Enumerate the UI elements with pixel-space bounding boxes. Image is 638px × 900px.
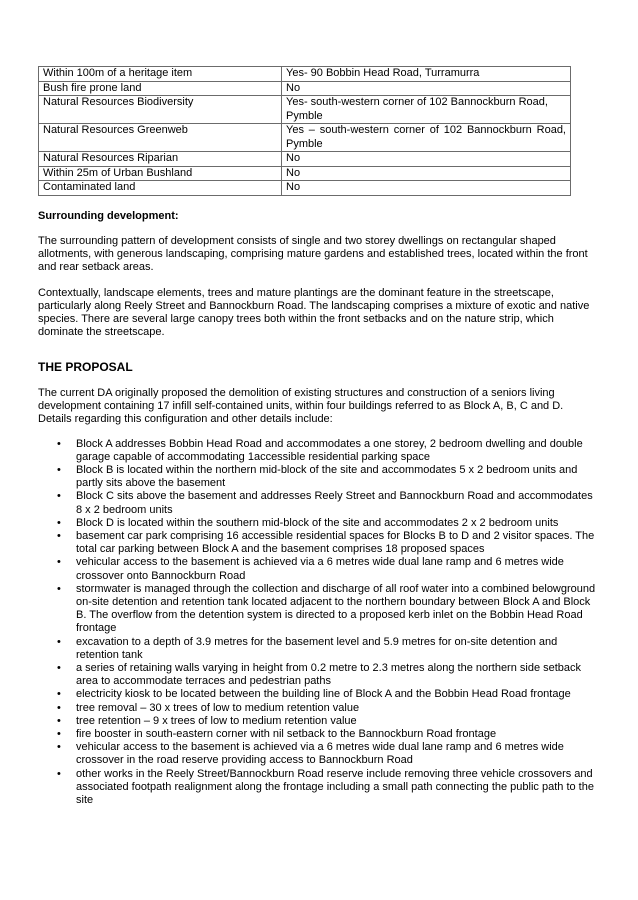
bullet-icon: •	[57, 437, 61, 450]
table-row	[39, 67, 571, 82]
list-item	[38, 530, 596, 556]
list-item	[38, 490, 596, 516]
bullet-icon: •	[57, 767, 61, 780]
table-cell-label: Natural Resources Greenweb	[39, 124, 282, 152]
list-item	[38, 438, 596, 464]
table-cell-value: No	[282, 181, 571, 196]
table-cell-value: No	[282, 81, 571, 96]
bullet-icon: •	[57, 714, 61, 727]
table-row	[39, 81, 571, 96]
list-item-text: other works in the Reely Street/Bannockburn Road reserve include removing three vehicle crossovers and associated footpath realignment along the frontage including a small path connecting the public path to the site	[76, 767, 594, 806]
list-item	[38, 741, 596, 767]
list-item-text: basement car park comprising 16 accessible residential spaces for Blocks B to D and 2 visitor spaces. The total car parking between Block A and the basement comprises 18 proposed spaces	[76, 529, 595, 556]
list-item-text: vehicular access to the basement is achieved via a 6 metres wide dual lane ramp and 6 metres wide crossover in the road reserve providing access to Bannockburn Road	[76, 741, 564, 767]
list-item	[38, 728, 596, 741]
surrounding-paragraph-2: Contextually, landscape elements, trees and mature plantings are the dominant feature in the streetscape, particularly along Reely Street and Bannockburn Road. The landscaping comprises a mixture of exotic and native species. There are several large canopy trees both within the front setbacks and on the nature strip, which dominate the streetscape.	[38, 286, 590, 338]
list-item-text: tree retention – 9 x trees of low to medium retention value	[76, 714, 357, 727]
bullet-icon: •	[57, 661, 61, 674]
table-cell-value: No	[282, 152, 571, 167]
bullet-icon: •	[57, 741, 61, 754]
list-item	[38, 768, 596, 808]
table-cell-label: Within 25m of Urban Bushland	[39, 166, 282, 181]
table-row	[39, 166, 571, 181]
table-cell-label: Contaminated land	[39, 181, 282, 196]
table-cell-label: Natural Resources Riparian	[39, 152, 282, 167]
list-item-text: Block B is located within the northern mid-block of the site and accommodates 5 x 2 bedroom units and partly sits above the basement	[76, 463, 578, 490]
list-item	[38, 464, 596, 490]
list-item-text: electricity kiosk to be located between the building line of Block A and the Bobbin Head Road frontage	[76, 688, 571, 701]
table-cell-value: Yes- 90 Bobbin Head Road, Turramurra	[282, 67, 571, 82]
table-row	[39, 152, 571, 167]
bullet-icon: •	[57, 635, 61, 648]
table-cell-label: Within 100m of a heritage item	[39, 67, 282, 82]
list-item-text: a series of retaining walls varying in height from 0.2 metre to 2.3 metres along the northern side setback area to accommodate terraces and pedestrian paths	[76, 661, 582, 688]
list-item-text: tree removal – 30 x trees of low to medium retention value	[76, 701, 360, 714]
list-item	[38, 517, 596, 530]
bullet-icon: •	[57, 516, 61, 529]
list-item	[38, 662, 596, 688]
list-item-text: Block A addresses Bobbin Head Road and accommodates a one storey, 2 bedroom dwelling and double garage capable of accommodating 1accessible residential parking space	[76, 437, 583, 463]
bullet-icon: •	[57, 463, 61, 476]
bullet-icon: •	[57, 582, 61, 595]
bullet-icon: •	[57, 701, 61, 714]
table-cell-value: No	[282, 166, 571, 181]
list-item	[38, 583, 596, 636]
document-page	[38, 66, 596, 807]
list-item-text: fire booster in south-eastern corner with nil setback to the Bannockburn Road frontage	[76, 727, 497, 740]
proposal-intro: The current DA originally proposed the demolition of existing structures and construction of a seniors living development containing 17 infill self-contained units, within four buildings referred to as Block A, B, C and D. Details regarding this configuration and other details include:	[38, 386, 564, 425]
list-item	[38, 702, 596, 715]
table-row	[39, 124, 571, 152]
list-item-text: Block D is located within the southern mid-block of the site and accommodates 2 x 2 bedroom units	[76, 516, 559, 529]
bullet-icon: •	[57, 490, 61, 503]
surrounding-paragraph-1: The surrounding pattern of development consists of single and two storey dwellings on rectangular shaped allotments, with generous landscaping, comprising mature gardens and established trees, located within the front and rear setback areas.	[38, 234, 588, 273]
proposal-heading: THE PROPOSAL	[38, 359, 133, 374]
list-item	[38, 715, 596, 728]
list-item	[38, 636, 596, 662]
table-cell-value: Yes – south-western corner of 102 Bannockburn Road, Pymble	[282, 124, 571, 152]
bullet-icon: •	[57, 529, 61, 542]
table-row	[39, 96, 571, 124]
table-cell-label: Bush fire prone land	[39, 81, 282, 96]
site-constraints-table	[38, 66, 571, 196]
bullet-icon: •	[57, 688, 61, 701]
bullet-icon: •	[57, 727, 61, 740]
list-item-text: Block C sits above the basement and addresses Reely Street and Bannockburn Road and accommodates 8 x 2 bedroom units	[76, 490, 593, 516]
list-item	[38, 556, 596, 582]
table-row	[39, 181, 571, 196]
list-item-text: stormwater is managed through the collection and discharge of all roof water into a combined belowground on-site detention and retention tank located adjacent to the northern boundary between Block A and Block B. The overflow from the detention system is directed to a proposed kerb inlet on the Bobbin Head Road frontage	[76, 582, 596, 635]
table-cell-value: Yes- south-western corner of 102 Bannockburn Road, Pymble	[282, 96, 571, 124]
table-cell-label: Natural Resources Biodiversity	[39, 96, 282, 124]
proposal-details-list	[38, 438, 596, 808]
surrounding-development-heading: Surrounding development:	[38, 209, 179, 222]
list-item	[38, 688, 596, 701]
list-item-text: excavation to a depth of 3.9 metres for the basement level and 5.9 metres for on-site detention and retention tank	[76, 635, 558, 661]
bullet-icon: •	[57, 556, 61, 569]
list-item-text: vehicular access to the basement is achieved via a 6 metres wide dual lane ramp and 6 metres wide crossover onto Bannockburn Road	[76, 556, 564, 582]
